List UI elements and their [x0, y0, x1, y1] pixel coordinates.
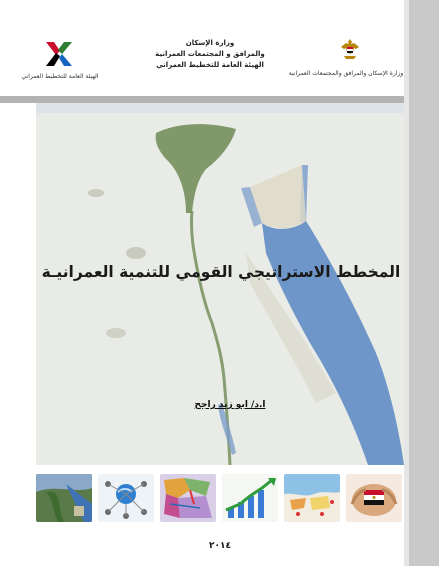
header-center-text	[148, 38, 272, 71]
satellite-map-background	[36, 103, 404, 465]
thumb-hands-flag	[346, 474, 402, 522]
thumb-map-photo	[36, 474, 92, 522]
page-edge-highlight	[404, 0, 409, 566]
egypt-map-graphic	[36, 103, 404, 465]
header-line-2: والمرافق و المجتمعات العمرانية	[155, 50, 265, 58]
left-logo-caption: الهيئة العامة للتخطيط العمراني	[21, 73, 99, 80]
logo-x-icon	[44, 38, 74, 68]
egypt-eagle-emblem-icon	[340, 38, 360, 62]
cover-title: المخطط الاستراتيجي القومي للتنمية العمرانيـة	[41, 263, 401, 281]
thumbnail-strip	[36, 474, 404, 526]
publication-year: ٢٠١٤	[209, 541, 231, 551]
header-line-3: الهيئة العامة للتخطيط العمراني	[156, 61, 264, 69]
header-line-1: وزارة الإسكان	[185, 39, 235, 47]
thumb-plan-map	[160, 474, 216, 522]
header	[0, 0, 404, 96]
header-divider	[0, 96, 404, 103]
page-edge-bar	[404, 0, 439, 566]
thumb-coast-map	[284, 474, 340, 522]
thumb-network-globe	[98, 474, 154, 522]
cover-author: ا.د/ ابو زيد راجح	[194, 400, 266, 410]
right-emblem-caption: وزارة الإسكان والمرافق والمجتمعات العمرانية	[288, 70, 404, 77]
thumb-growth-chart	[222, 474, 278, 522]
